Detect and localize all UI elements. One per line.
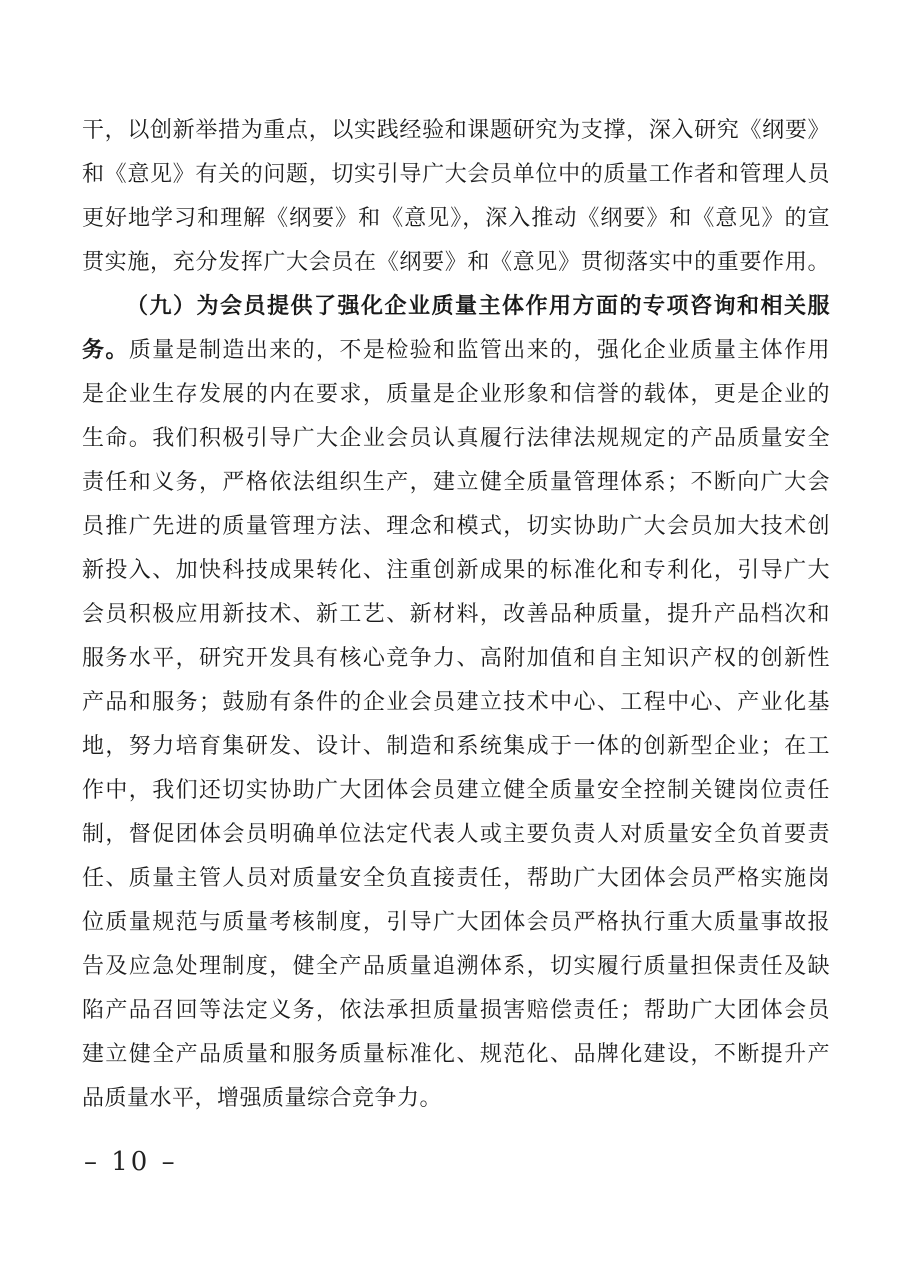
text-segment: 产品和服务；鼓励有条件的企业会员建立技术中心、工程中心、产业化基 — [82, 689, 830, 714]
text-line — [82, 856, 830, 900]
text-line — [82, 416, 830, 460]
text-line — [82, 240, 830, 284]
text-line — [82, 1076, 830, 1120]
text-segment: 新投入、加快科技成果转化、注重创新成果的标准化和专利化，引导广大 — [82, 557, 830, 582]
text-line — [82, 372, 830, 416]
text-segment: 制，督促团体会员明确单位法定代表人或主要负责人对质量安全负首要责 — [82, 821, 830, 846]
text-line — [82, 592, 830, 636]
text-segment: 干，以创新举措为重点，以实践经验和课题研究为支撑，深入研究《纲要》 — [82, 117, 830, 142]
text-line — [82, 812, 830, 856]
text-line — [82, 548, 830, 592]
text-line — [82, 680, 830, 724]
text-line — [82, 900, 830, 944]
text-segment: 生命。我们积极引导广大企业会员认真履行法律法规规定的产品质量安全 — [82, 425, 830, 450]
text-segment: 告及应急处理制度，健全产品质量追溯体系，切实履行质量担保责任及缺 — [82, 953, 830, 978]
text-line — [82, 196, 830, 240]
text-segment: 责任和义务，严格依法组织生产，建立健全质量管理体系；不断向广大会 — [82, 469, 830, 494]
text-segment: 任、质量主管人员对质量安全负直接责任，帮助广大团体会员严格实施岗 — [82, 865, 830, 890]
text-line — [82, 328, 830, 372]
text-line — [82, 108, 830, 152]
text-line — [82, 504, 830, 548]
text-line — [82, 284, 830, 328]
text-line — [82, 768, 830, 812]
text-line — [82, 1032, 830, 1076]
bold-text-segment: （九）为会员提供了强化企业质量主体作用方面的专项咨询和相关服 — [126, 293, 830, 318]
text-segment: 建立健全产品质量和服务质量标准化、规范化、品牌化建设，不断提升产 — [82, 1041, 830, 1066]
text-segment: 作中，我们还切实协助广大团体会员建立健全质量安全控制关键岗位责任 — [82, 777, 830, 802]
text-line — [82, 988, 830, 1032]
text-segment: 地，努力培育集研发、设计、制造和系统集成于一体的创新型企业；在工 — [82, 733, 830, 758]
text-segment: 贯实施，充分发挥广大会员在《纲要》和《意见》贯彻落实中的重要作用。 — [82, 249, 830, 274]
text-segment: 是企业生存发展的内在要求，质量是企业形象和信誉的载体，更是企业的 — [82, 381, 830, 406]
text-segment: 员推广先进的质量管理方法、理念和模式，切实协助广大会员加大技术创 — [82, 513, 830, 538]
text-segment: 会员积极应用新技术、新工艺、新材料，改善品种质量，提升产品档次和 — [82, 601, 830, 626]
bold-text-segment: 务。 — [82, 337, 129, 362]
text-segment: 位质量规范与质量考核制度，引导广大团体会员严格执行重大质量事故报 — [82, 909, 830, 934]
text-segment: 和《意见》有关的问题，切实引导广大会员单位中的质量工作者和管理人员 — [82, 161, 830, 186]
text-line — [82, 724, 830, 768]
text-segment: 质量是制造出来的，不是检验和监管出来的，强化企业质量主体作用 — [128, 337, 830, 362]
text-line — [82, 460, 830, 504]
text-line — [82, 152, 830, 196]
text-segment: 品质量水平，增强质量综合竞争力。 — [82, 1085, 443, 1110]
page-number: – 10 – — [84, 1147, 178, 1177]
text-line — [82, 636, 830, 680]
text-line — [82, 944, 830, 988]
text-segment: 陷产品召回等法定义务，依法承担质量损害赔偿责任；帮助广大团体会员 — [82, 997, 830, 1022]
document-body — [82, 108, 830, 1120]
text-segment: 服务水平，研究开发具有核心竞争力、高附加值和自主知识产权的创新性 — [82, 645, 830, 670]
text-segment: 更好地学习和理解《纲要》和《意见》，深入推动《纲要》和《意见》的宣 — [82, 205, 830, 230]
